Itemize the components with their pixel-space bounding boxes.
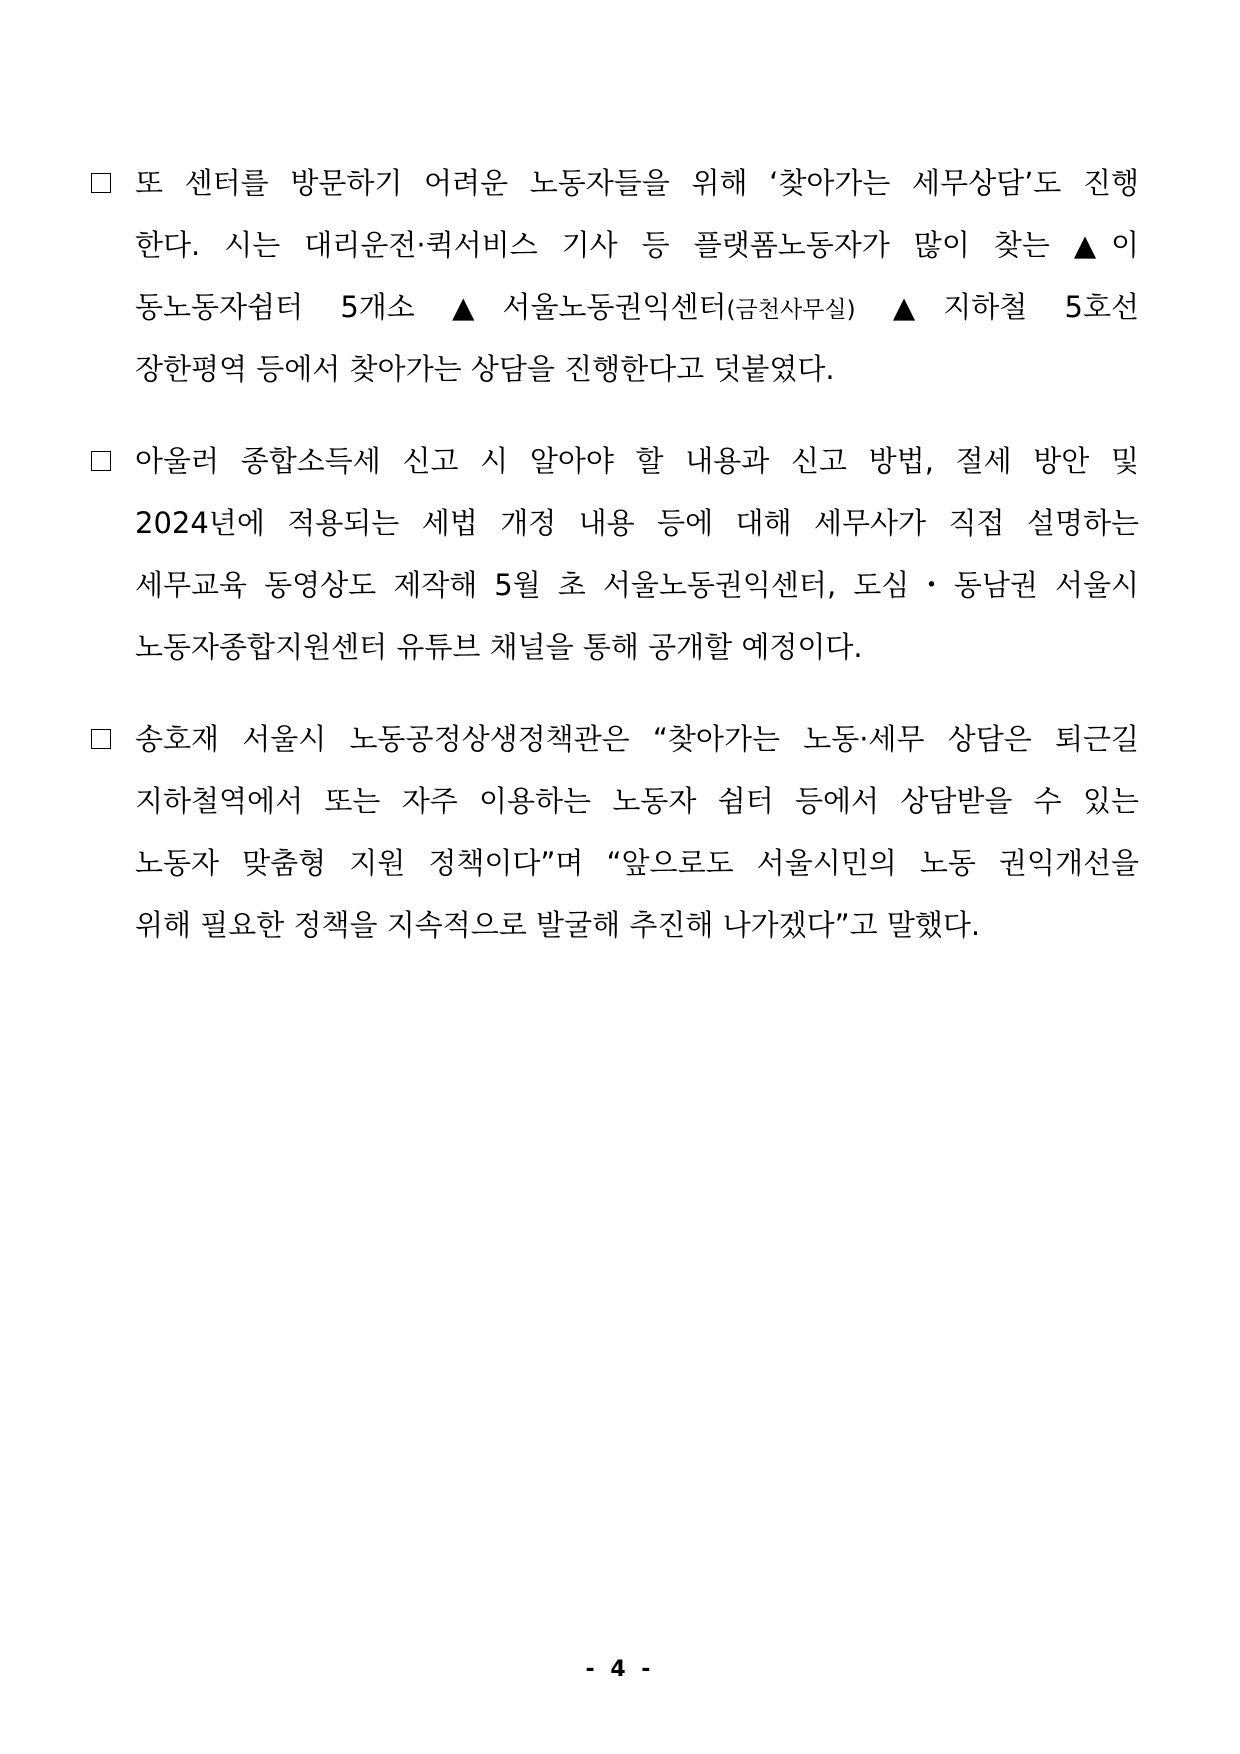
text-line: 노동자 맞춤형 지원 정책이다”며 “앞으로도 서울시민의 노동 권익개선을 <box>135 846 1139 880</box>
text-line: 또 센터를 방문하기 어려운 노동자들을 위해 ‘찾아가는 세무상담’도 진행 <box>135 166 1139 200</box>
text-line: 2024년에 적용되는 세법 개정 내용 등에 대해 세무사가 직접 설명하는 <box>135 506 1139 540</box>
text-line: 장한평역 등에서 찾아가는 상담을 진행한다고 덧붙였다. <box>135 352 835 386</box>
text-segment-small: (금천사무실) <box>726 297 856 323</box>
text-line: 노동자종합지원센터 유튜브 채널을 통해 공개할 예정이다. <box>135 630 863 664</box>
page-number: - 4 - <box>585 1657 655 1682</box>
checkbox-bullet-icon <box>91 729 111 749</box>
text-line: 세무교육 동영상도 제작해 5월 초 서울노동권익센터, 도심・동남권 서울시 <box>135 568 1139 602</box>
checkbox-bullet-icon <box>91 451 111 471</box>
text-line: 지하철역에서 또는 자주 이용하는 노동자 쉼터 등에서 상담받을 수 있는 <box>135 784 1139 818</box>
text-line: 송호재 서울시 노동공정상생정책관은 “찾아가는 노동·세무 상담은 퇴근길 <box>135 722 1139 756</box>
text-segment: 동노동자쉼터 5개소 ▲서울노동권익센터 <box>135 290 727 324</box>
text-segment: ▲지하철 5호선 <box>855 290 1139 324</box>
paragraph-3-text <box>135 708 1139 956</box>
paragraph-1-text <box>135 152 1139 400</box>
text-line: 아울러 종합소득세 신고 시 알아야 할 내용과 신고 방법, 절세 방안 및 <box>135 444 1139 478</box>
text-line: 한다. 시는 대리운전·퀵서비스 기사 등 플랫폼노동자가 많이 찾는 ▲이 <box>135 228 1139 262</box>
paragraph-2-text <box>135 430 1139 678</box>
checkbox-bullet-icon <box>91 173 111 193</box>
text-line <box>135 276 1139 338</box>
text-line: 위해 필요한 정책을 지속적으로 발굴해 추진해 나가겠다”고 말했다. <box>135 908 981 942</box>
